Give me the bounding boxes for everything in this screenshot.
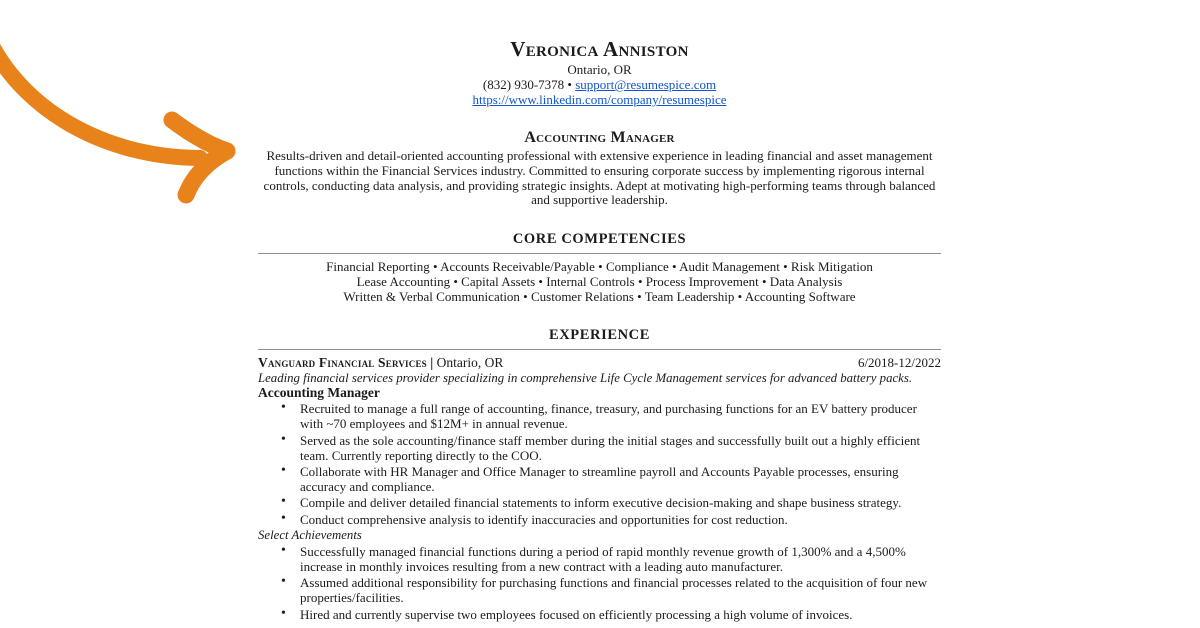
candidate-name: Veronica Anniston [510,37,689,61]
company-location-divider: | [430,354,434,370]
linkedin-link[interactable]: https://www.linkedin.com/company/resumespice [472,92,727,108]
job-dates: 6/2018-12/2022 [857,354,941,370]
job-bullet: • Recruited to manage a full range of accounting, finance, treasury, and purchasing functions for an EV battery producer with ~70 employees and $12M+ in annual revenue. [258,401,941,431]
experience-section [258,328,941,622]
contact-separator: • [567,77,572,93]
summary-paragraph: Results-driven and detail-oriented accounting professional with extensive experience in leading financial and asset management functions within the Financial Services industry. Committed to ensuring corporate success by implementing rigorous internal controls, conducting data analysis, and providing strategic insights. Adept at motivating high-performing teams through balanced and supportive leadership. [263,148,936,208]
competency-line: Financial Reporting • Accounts Receivable/Payable • Compliance • Audit Management • Risk Mitigation [326,258,873,274]
location-text: Ontario, OR [567,62,632,78]
section-divider [258,253,941,254]
resume-header [258,38,941,108]
orange-arrow-icon [0,0,250,215]
competency-line: Lease Accounting • Capital Assets • Internal Controls • Process Improvement • Data Analysis [356,273,843,289]
job-bullet: • Served as the sole accounting/finance staff member during the initial stages and successfully built out a highly efficient team. Currently reporting directly to the COO. [258,433,941,463]
competency-line: Written & Verbal Communication • Customer Relations • Team Leadership • Accounting Software [343,288,856,304]
job-header-row [258,355,941,371]
job-location: Ontario, OR [436,354,504,370]
resume-document [258,38,941,622]
job-title: Accounting Manager [258,385,380,401]
contact-block [258,63,941,108]
job-bullet-list [258,401,941,527]
resume-role-title: Accounting Manager [524,128,675,146]
phone-number: (832) 930-7378 [482,77,565,93]
core-competencies-heading: CORE COMPETENCIES [512,230,687,247]
job-entry [258,355,941,622]
achievement-bullet: • Successfully managed financial functions during a period of rapid monthly revenue growth of 1,300% and a 4,500% increase in monthly invoices resulting from a new contract with a leading auto manufacturer. [258,544,941,574]
achievement-bullet: • Hired and currently supervise two employees focused on efficiently processing a high volume of invoices. [258,607,941,622]
job-bullet: • Conduct comprehensive analysis to identify inaccuracies and opportunities for cost reduction. [258,512,941,527]
job-bullet: • Compile and deliver detailed financial statements to inform executive decision-making and shape business strategy. [258,495,941,510]
company-description: Leading financial services provider specializing in comprehensive Life Cycle Management services for advanced battery packs. [258,370,913,385]
core-competencies-section [258,232,941,304]
achievement-bullet: • Assumed additional responsibility for purchasing functions and financial processes related to the acquisition of four new properties/facilities. [258,575,941,605]
select-achievements-label: Select Achievements [258,527,362,542]
email-link[interactable]: support@resumespice.com [575,77,717,93]
company-name: Vanguard Financial Services [258,354,427,370]
job-bullet: • Collaborate with HR Manager and Office Manager to streamline payroll and Accounts Payable processes, ensuring accuracy and compliance. [258,464,941,494]
experience-heading: EXPERIENCE [548,326,651,343]
section-divider [258,349,941,350]
achievement-bullet-list [258,544,941,622]
profile-section [258,129,941,208]
